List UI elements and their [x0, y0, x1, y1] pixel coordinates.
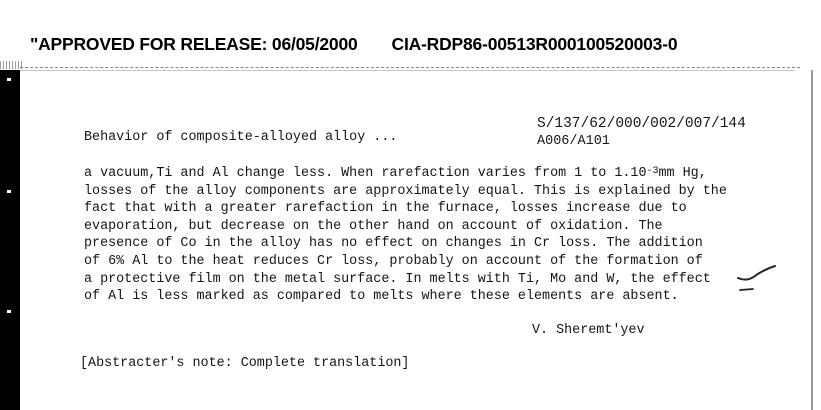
- abstracter-signature: V. Sheremt'yev: [532, 323, 645, 338]
- page-top-edge-shadow: [20, 70, 795, 71]
- body-line: presence of Co in the alloy has no effect on changes in Cr loss. The addition: [84, 236, 703, 252]
- body-line: of Al is less marked as compared to melts where these elements are absent.: [84, 289, 679, 305]
- release-stamp: "APPROVED FOR RELEASE: 06/05/2000: [30, 34, 358, 54]
- abstracter-note: [Abstracter's note: Complete translation]: [80, 356, 410, 371]
- page-top-edge: [20, 67, 800, 68]
- abstract-title: Behavior of composite-alloyed alloy ...: [84, 130, 398, 145]
- exponent: -3: [646, 166, 659, 177]
- release-header: [30, 34, 677, 55]
- body-line: a vacuum,Ti and Al change less. When rarefaction varies from 1 to $1.10^{-3}mm$ Hg,: [84, 166, 707, 181]
- scan-margin-strip: [0, 70, 20, 410]
- body-line: evaporation, but decrease on the other hand on account of oxidation. The: [84, 218, 663, 234]
- reference-subcode: A006/A101: [537, 134, 610, 149]
- document-reference: [537, 116, 746, 150]
- body-line: losses of the alloy components are approximately equal. This is explained by the: [84, 183, 727, 199]
- body-line: fact that with a greater rarefaction in the furnace, losses increase due to: [84, 201, 687, 217]
- page-right-edge: [811, 70, 813, 410]
- abstract-body: [84, 165, 727, 306]
- cia-document-id: CIA-RDP86-00513R000100520003-0: [391, 34, 678, 54]
- reference-code: S/137/62/000/002/007/144: [537, 116, 746, 132]
- body-line: a protective film on the metal surface. In melts with Ti, Mo and W, the effect: [84, 271, 711, 287]
- body-line: of 6% Al to the heat reduces Cr loss, probably on account of the formation of: [84, 253, 703, 269]
- scan-noise: [0, 61, 22, 69]
- handwritten-check-mark: [735, 260, 781, 296]
